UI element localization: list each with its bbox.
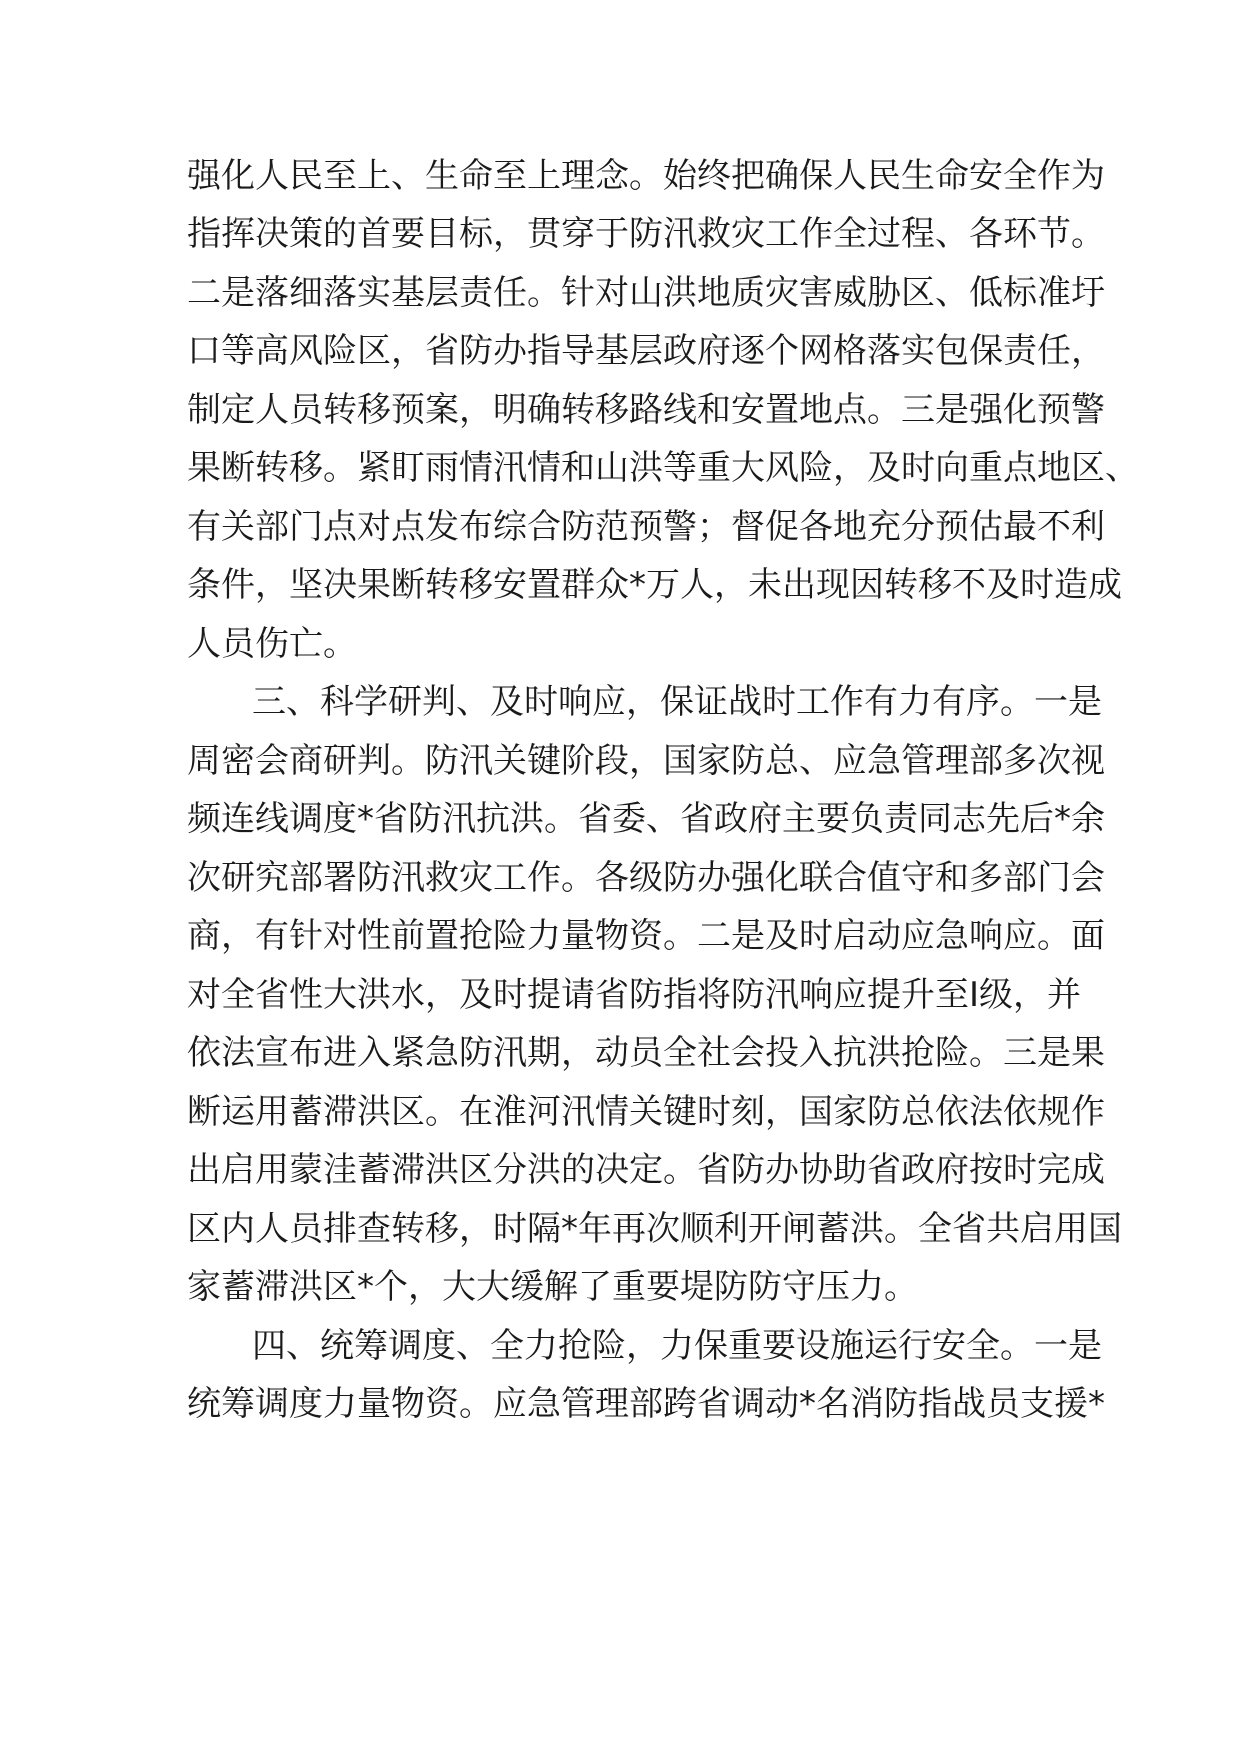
section-heading-line: 四、统筹调度、全力抢险，力保重要设施运行安全。一是 bbox=[252, 1326, 1102, 1366]
text-line: 次研究部署防汛救灾工作。各级防办强化联合值守和多部门会 bbox=[187, 858, 1105, 898]
text-line: 人员伤亡。 bbox=[187, 624, 357, 664]
text-line: 条件，坚决果断转移安置群众*万人，未出现因转移不及时造成 bbox=[187, 565, 1122, 605]
text-line: 周密会商研判。防汛关键阶段，国家防总、应急管理部多次视 bbox=[187, 741, 1105, 781]
section-heading-line: 三、科学研判、及时响应，保证战时工作有力有序。一是 bbox=[252, 682, 1102, 722]
text-line: 出启用蒙洼蓄滞洪区分洪的决定。省防办协助省政府按时完成 bbox=[187, 1150, 1105, 1190]
text-line: 频连线调度*省防汛抗洪。省委、省政府主要负责同志先后*余 bbox=[187, 799, 1105, 839]
text-line: 二是落细落实基层责任。针对山洪地质灾害威胁区、低标准圩 bbox=[187, 273, 1105, 313]
text-line: 强化人民至上、生命至上理念。始终把确保人民生命安全作为 bbox=[187, 156, 1105, 196]
text-line: 区内人员排查转移，时隔*年再次顺利开闸蓄洪。全省共启用国 bbox=[187, 1209, 1122, 1249]
text-line: 统筹调度力量物资。应急管理部跨省调动*名消防指战员支援* bbox=[187, 1384, 1105, 1424]
text-line: 家蓄滞洪区*个，大大缓解了重要堤防防守压力。 bbox=[187, 1267, 918, 1307]
text-line: 商，有针对性前置抢险力量物资。二是及时启动应急响应。面 bbox=[187, 916, 1105, 956]
text-line: 指挥决策的首要目标，贯穿于防汛救灾工作全过程、各环节。 bbox=[187, 214, 1105, 254]
text-line: 制定人员转移预案，明确转移路线和安置地点。三是强化预警 bbox=[187, 390, 1105, 430]
text-line: 依法宣布进入紧急防汛期，动员全社会投入抗洪抢险。三是果 bbox=[187, 1033, 1105, 1073]
text-line: 断运用蓄滞洪区。在淮河汛情关键时刻，国家防总依法依规作 bbox=[187, 1092, 1105, 1132]
text-line: 果断转移。紧盯雨情汛情和山洪等重大风险，及时向重点地区、 bbox=[187, 448, 1139, 488]
text-line: 对全省性大洪水，及时提请省防指将防汛响应提升至Ⅰ级，并 bbox=[187, 975, 1082, 1015]
text-line: 有关部门点对点发布综合防范预警；督促各地充分预估最不利 bbox=[187, 507, 1105, 547]
text-line: 口等高风险区，省防办指导基层政府逐个网格落实包保责任， bbox=[187, 331, 1105, 371]
